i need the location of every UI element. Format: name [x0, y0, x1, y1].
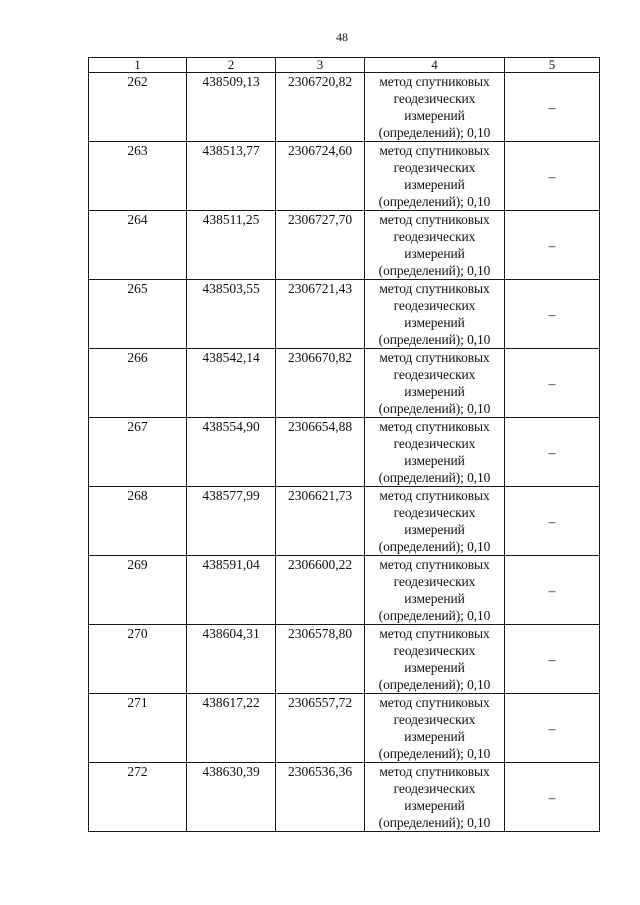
column-5-cell: – [505, 211, 600, 280]
method-cell: метод спутниковых геодезических измерений (определений); 0,10 [365, 349, 505, 418]
point-number-cell: 267 [89, 418, 187, 487]
x-coordinate-cell: 438511,25 [187, 211, 276, 280]
x-coordinate-cell: 438604,31 [187, 625, 276, 694]
y-coordinate-cell: 2306578,80 [276, 625, 365, 694]
x-coordinate-cell: 438554,90 [187, 418, 276, 487]
x-coordinate-cell: 438630,39 [187, 763, 276, 832]
table-header [89, 58, 600, 73]
table-row [89, 487, 600, 556]
y-coordinate-cell: 2306654,88 [276, 418, 365, 487]
table-row [89, 349, 600, 418]
method-cell: метод спутниковых геодезических измерений (определений); 0,10 [365, 142, 505, 211]
y-coordinate-cell: 2306600,22 [276, 556, 365, 625]
column-5-cell: – [505, 625, 600, 694]
table-body [89, 73, 600, 832]
header-col-3: 3 [276, 58, 365, 73]
x-coordinate-cell: 438503,55 [187, 280, 276, 349]
point-number-cell: 269 [89, 556, 187, 625]
column-5-cell: – [505, 73, 600, 142]
table-row [89, 73, 600, 142]
column-5-cell: – [505, 556, 600, 625]
method-cell: метод спутниковых геодезических измерений (определений); 0,10 [365, 73, 505, 142]
method-cell: метод спутниковых геодезических измерений (определений); 0,10 [365, 487, 505, 556]
x-coordinate-cell: 438542,14 [187, 349, 276, 418]
table-row [89, 142, 600, 211]
table-row [89, 211, 600, 280]
method-cell: метод спутниковых геодезических измерений (определений); 0,10 [365, 625, 505, 694]
column-5-cell: – [505, 142, 600, 211]
column-5-cell: – [505, 487, 600, 556]
y-coordinate-cell: 2306720,82 [276, 73, 365, 142]
y-coordinate-cell: 2306727,70 [276, 211, 365, 280]
method-cell: метод спутниковых геодезических измерений (определений); 0,10 [365, 763, 505, 832]
header-row [89, 58, 600, 73]
x-coordinate-cell: 438577,99 [187, 487, 276, 556]
point-number-cell: 272 [89, 763, 187, 832]
table-row [89, 763, 600, 832]
column-5-cell: – [505, 418, 600, 487]
y-coordinate-cell: 2306670,82 [276, 349, 365, 418]
x-coordinate-cell: 438617,22 [187, 694, 276, 763]
point-number-cell: 270 [89, 625, 187, 694]
header-col-2: 2 [187, 58, 276, 73]
coordinates-table [88, 57, 600, 832]
method-cell: метод спутниковых геодезических измерений (определений); 0,10 [365, 556, 505, 625]
point-number-cell: 265 [89, 280, 187, 349]
x-coordinate-cell: 438591,04 [187, 556, 276, 625]
y-coordinate-cell: 2306621,73 [276, 487, 365, 556]
column-5-cell: – [505, 349, 600, 418]
table-row [89, 556, 600, 625]
point-number-cell: 268 [89, 487, 187, 556]
page-number: 48 [336, 30, 348, 44]
table-row [89, 418, 600, 487]
column-5-cell: – [505, 763, 600, 832]
x-coordinate-cell: 438513,77 [187, 142, 276, 211]
point-number-cell: 271 [89, 694, 187, 763]
table-row [89, 694, 600, 763]
y-coordinate-cell: 2306724,60 [276, 142, 365, 211]
method-cell: метод спутниковых геодезических измерений (определений); 0,10 [365, 211, 505, 280]
header-col-1: 1 [89, 58, 187, 73]
point-number-cell: 266 [89, 349, 187, 418]
method-cell: метод спутниковых геодезических измерений (определений); 0,10 [365, 694, 505, 763]
point-number-cell: 263 [89, 142, 187, 211]
point-number-cell: 264 [89, 211, 187, 280]
x-coordinate-cell: 438509,13 [187, 73, 276, 142]
point-number-cell: 262 [89, 73, 187, 142]
y-coordinate-cell: 2306557,72 [276, 694, 365, 763]
table-row [89, 280, 600, 349]
y-coordinate-cell: 2306721,43 [276, 280, 365, 349]
header-col-4: 4 [365, 58, 505, 73]
column-5-cell: – [505, 694, 600, 763]
method-cell: метод спутниковых геодезических измерений (определений); 0,10 [365, 418, 505, 487]
method-cell: метод спутниковых геодезических измерений (определений); 0,10 [365, 280, 505, 349]
table-row [89, 625, 600, 694]
column-5-cell: – [505, 280, 600, 349]
y-coordinate-cell: 2306536,36 [276, 763, 365, 832]
header-col-5: 5 [505, 58, 600, 73]
